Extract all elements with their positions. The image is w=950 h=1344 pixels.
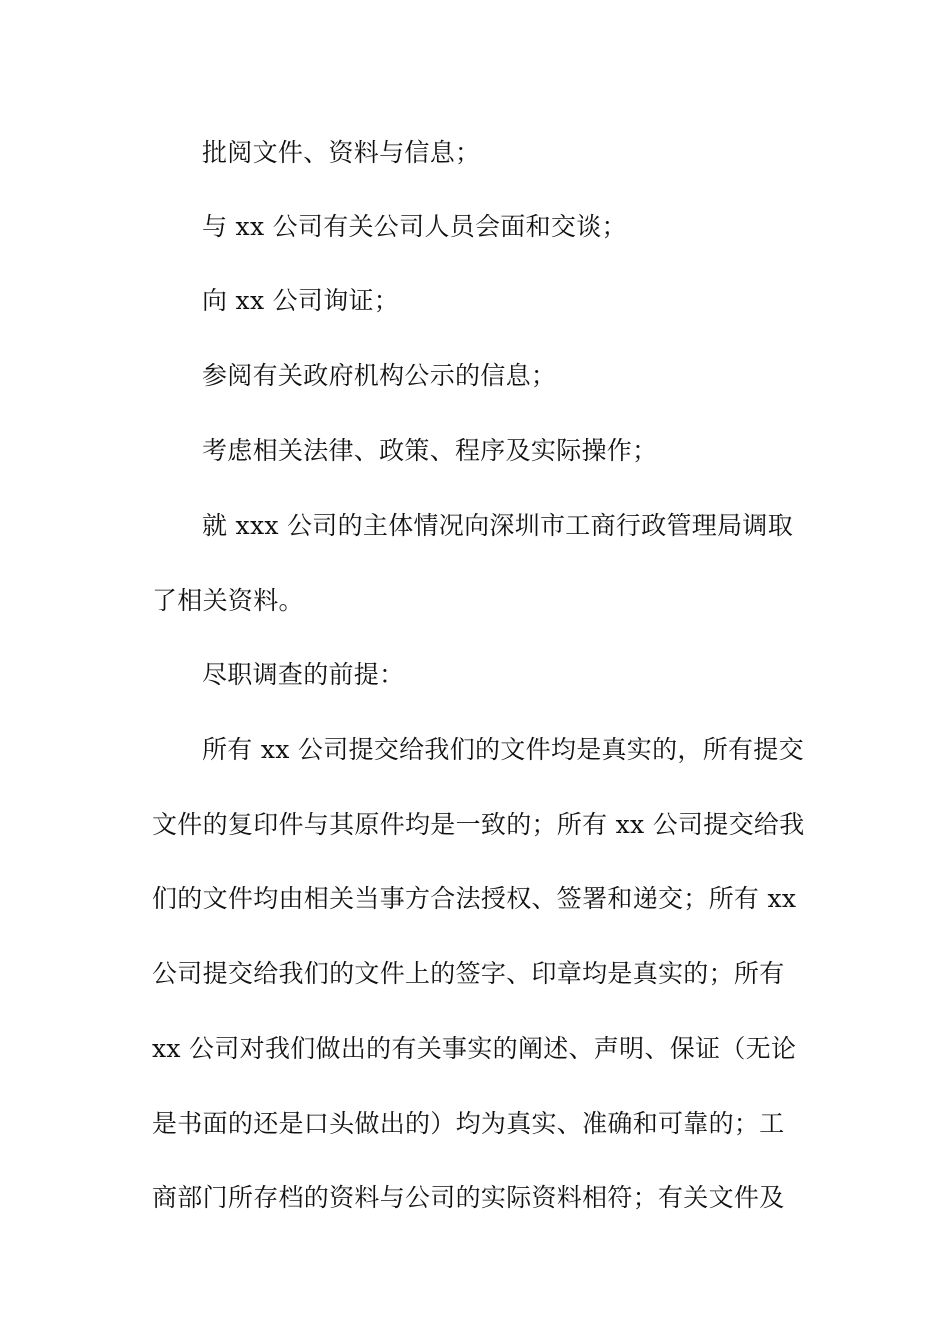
text-line: 参阅有关政府机构公示的信息；	[202, 361, 557, 390]
text-line: 尽职调查的前提：	[202, 660, 405, 689]
text-line: 与 xx 公司有关公司人员会面和交谈；	[202, 212, 627, 241]
text-line: 公司提交给我们的文件上的签字、印章均是真实的；所有	[152, 959, 785, 988]
text-line: 商部门所存档的资料与公司的实际资料相符；有关文件及	[152, 1183, 785, 1212]
text-line: 文件的复印件与其原件均是一致的；所有 xx 公司提交给我	[152, 810, 805, 839]
text-line: 了相关资料。	[152, 586, 304, 615]
text-line: 批阅文件、资料与信息；	[202, 138, 481, 167]
text-line: xx 公司对我们做出的有关事实的阐述、声明、保证（无论	[152, 1034, 797, 1063]
text-line: 们的文件均由相关当事方合法授权、签署和递交；所有 xx	[152, 884, 797, 913]
text-line: 所有 xx 公司提交给我们的文件均是真实的，所有提交	[202, 735, 804, 764]
text-line: 就 xxx 公司的主体情况向深圳市工商行政管理局调取	[202, 511, 793, 540]
text-line: 是书面的还是口头做出的）均为真实、准确和可靠的；工	[152, 1109, 785, 1138]
text-line: 向 xx 公司询证；	[202, 286, 400, 315]
text-line: 考虑相关法律、政策、程序及实际操作；	[202, 436, 658, 465]
